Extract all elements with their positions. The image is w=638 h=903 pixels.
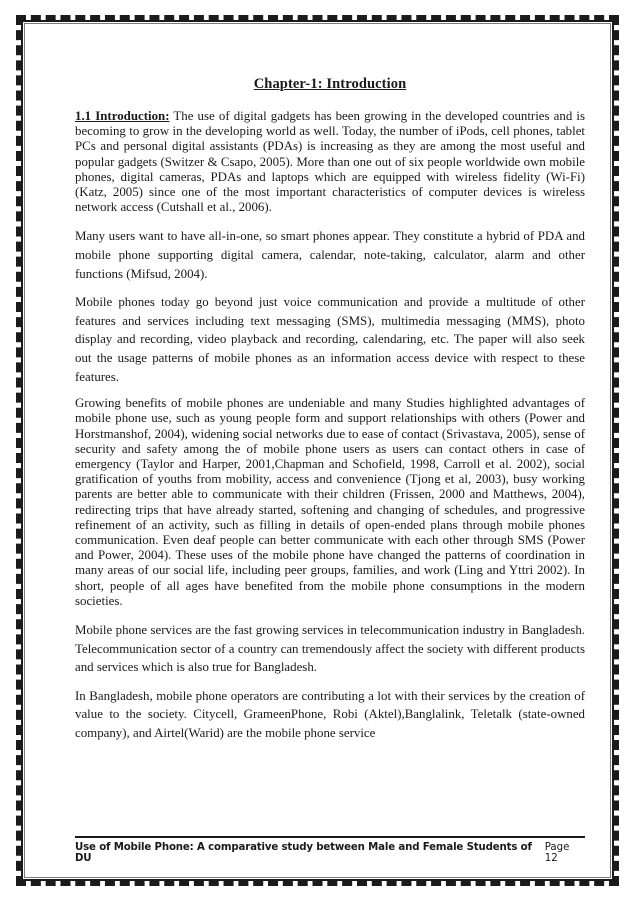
paragraph-smart-phones: Many users want to have all-in-one, so smart phones appear. They constitute a hybrid of PDA and mobile phone supporting digital camera, calendar, note-taking, calculator, alarm and other functions (Mifsud, 2004). (75, 229, 585, 281)
section-label: 1.1 Introduction: (75, 109, 170, 123)
paragraph-benefits: Growing benefits of mobile phones are undeniable and many Studies highlighted advantages of mobile phone use, such as young people form and support relationships with others (Power and Horstmanshof, 2004), widening social networks due to ease of contact (Srivastava, 2005), sense of security and safety among the of mobile phone users as users can contact others in case of emergency (Taylor and Harper, 2001,Chapman and Schofield, 1998, Carroll et al. 2002), social gratification of youths from mobility, access and convenience (Tjong et al, 2003), busy working parents are better able to communicate with their children (Frissen, 2000 and Matthews, 2004), redirecting trips that have already started, softening and changing of schedules, and progressive refinement of an activity, such as filling in details of open-ended plans through mobile phones communication. Even deaf people can better communicate with each other through SMS (Power and Power, 2004). These uses of the mobile phone have changed the patterns of coordination in many areas of our social life, including peer groups, families, and work (Ling and Yttri 2002). In short, people of all ages have benefited from the mobile phone consumptions in the modern societies. (75, 396, 585, 608)
footer-title: Use of Mobile Phone: A comparative study between Male and Female Students of DU (75, 842, 532, 864)
paragraph-introduction (75, 109, 585, 215)
paragraph-text: The use of digital gadgets has been growing in the developed countries and is becoming to grow in the developing world as well. Today, the number of iPods, cell phones, tablet PCs and personal digital assistants (PDAs) is increasing as they are among the most useful and popular gadgets (Switzer & Csapo, 2005). More than one out of six people worldwide own mobile phones, digital cameras, PDAs and laptops which are equipped with wireless fidelity (Wi-Fi) (Katz, 2005) since one of the most important characteristics of computer devices is wireless network access (Cutshall et al., 2006). (75, 109, 585, 215)
paragraph-services-bangladesh: Mobile phone services are the fast growing services in telecommunication industry in Bangladesh. Telecommunication sector of a country can tremendously affect the society with different products and services which is also true for Bangladesh. (75, 623, 585, 675)
page-number: Page 12 (544, 842, 570, 864)
paragraph-features: Mobile phones today go beyond just voice communication and provide a multitude of other features and services including text messaging (SMS), multimedia messaging (MMS), photo display and recording, video playback and recording, calendaring, etc. The paper will also seek out the usage patterns of mobile phones as an information access device with respect to these features. (75, 295, 585, 384)
document-body (75, 71, 585, 753)
paragraph-operators: In Bangladesh, mobile phone operators are contributing a lot with their services by the creation of value to the society. Citycell, GrameenPhone, Robi (Aktel),Banglalink, Teletalk (state-owned company), and Airtel(Warid) are the mobile phone service (75, 688, 585, 740)
page-footer (75, 836, 585, 864)
chapter-title: Chapter-1: Introduction (253, 76, 407, 92)
